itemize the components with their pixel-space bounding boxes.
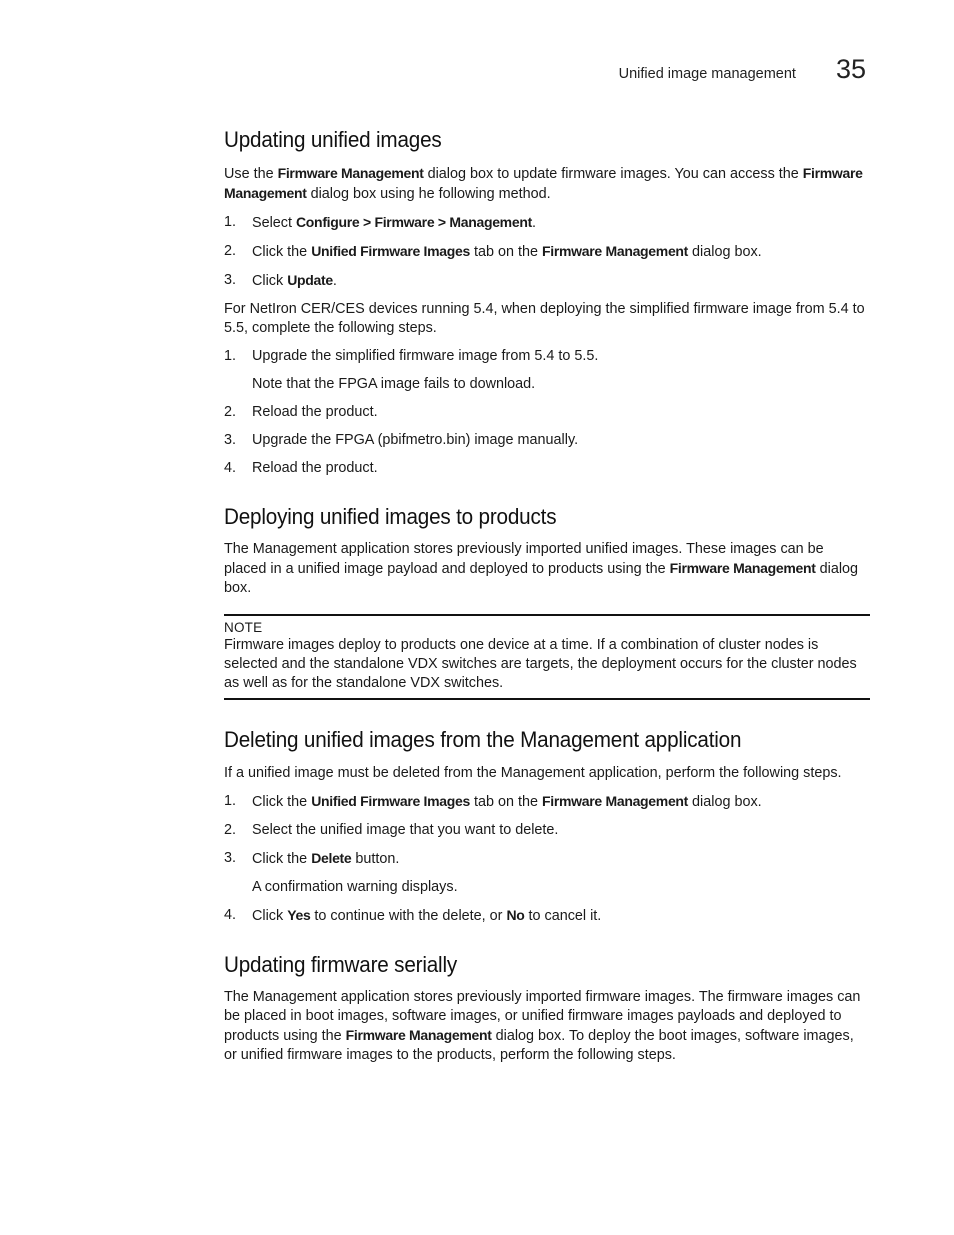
section-heading: Deploying unified images to products xyxy=(224,503,557,529)
steps-list xyxy=(224,792,870,869)
chapter-number: 35 xyxy=(835,54,866,84)
ui-term: Firmware Management xyxy=(277,164,424,181)
intro-paragraph: If a unified image must be deleted from the Management application, perform the following steps. xyxy=(224,764,842,781)
running-header xyxy=(619,56,866,83)
section-updating-firmware-serially xyxy=(224,951,870,1066)
ui-term: Configure > Firmware > Management xyxy=(296,213,532,230)
ui-term: Update xyxy=(287,271,333,288)
ui-term: Unified Firmware Images xyxy=(311,792,471,809)
steps-list xyxy=(224,213,870,291)
step-subnote: Note that the FPGA image fails to download. xyxy=(252,375,536,392)
section-deploying-unified-images xyxy=(224,503,870,701)
steps-list xyxy=(224,347,870,366)
intro-paragraph: The Management application stores previously imported firmware images. The firmware images can be placed in boot images, software images, or unified firmware images payloads and deployed to products using the Firmware Management dialog box. To deploy the boot images, software images, or unified firmware images to the products, perform the following steps. xyxy=(224,989,861,1063)
section-heading: Deleting unified images from the Management application xyxy=(224,727,742,752)
list-item: 2. Select the unified image that you want to delete. xyxy=(224,821,559,838)
ui-term: Firmware Management xyxy=(542,242,689,259)
step-subnote: A confirmation warning displays. xyxy=(252,878,458,895)
list-item: 2. Reload the product. xyxy=(224,403,378,420)
list-item: 4. Click Yes to continue with the delete, or No to cancel it. xyxy=(224,906,602,924)
section-updating-unified-images xyxy=(224,126,870,478)
ui-term: Firmware Management xyxy=(669,560,816,576)
ui-term: No xyxy=(506,906,525,923)
note-label: NOTE xyxy=(224,620,263,635)
steps-list xyxy=(224,906,870,926)
ui-term: Firmware Management xyxy=(542,792,689,809)
list-item: 4. Reload the product. xyxy=(224,459,378,476)
note-box xyxy=(224,614,870,700)
ui-term: Unified Firmware Images xyxy=(311,242,471,259)
section-deleting-unified-images xyxy=(224,726,870,926)
intro-paragraph: The Management application stores previously imported unified images. These images can be placed in a unified image payload and deployed to products using the Firmware Management dialog box. xyxy=(224,541,859,596)
list-item: 1. Upgrade the simplified firmware image from 5.4 to 5.5. xyxy=(224,347,599,364)
list-item: 2. Click the Unified Firmware Images tab on the Firmware Management dialog box. xyxy=(224,242,762,260)
ui-term: Delete xyxy=(311,849,352,866)
paragraph: For NetIron CER/CES devices running 5.4, when deploying the simplified firmware image from 5.4 to 5.5, complete the following steps. xyxy=(224,300,865,336)
list-item: 1. Select Configure > Firmware > Management. xyxy=(224,213,536,231)
page-content xyxy=(224,126,870,1090)
ui-term: Yes xyxy=(287,906,311,923)
list-item: 3. Upgrade the FPGA (pbifmetro.bin) image manually. xyxy=(224,431,579,448)
steps-list xyxy=(224,403,870,478)
section-heading: Updating unified images xyxy=(224,127,442,152)
section-heading: Updating firmware serially xyxy=(224,951,458,977)
ui-term: Firmware Management xyxy=(345,1027,492,1043)
ui-term: Firmware Management xyxy=(224,164,863,201)
intro-paragraph: Use the Firmware Management dialog box to update firmware images. You can access the Firmware Management dialog box using he following method. xyxy=(224,164,863,202)
list-item: 3. Click the Delete button. xyxy=(224,849,400,867)
header-title: Unified image management xyxy=(618,66,796,82)
list-item: 3. Click Update. xyxy=(224,271,337,289)
note-text: Firmware images deploy to products one device at a time. If a combination of cluster nodes is selected and the standalone VDX switches are targets, the deployment occurs for the cluster nodes as well as for the standalone VDX switches. xyxy=(224,637,857,691)
list-item: 1. Click the Unified Firmware Images tab on the Firmware Management dialog box. xyxy=(224,792,762,810)
